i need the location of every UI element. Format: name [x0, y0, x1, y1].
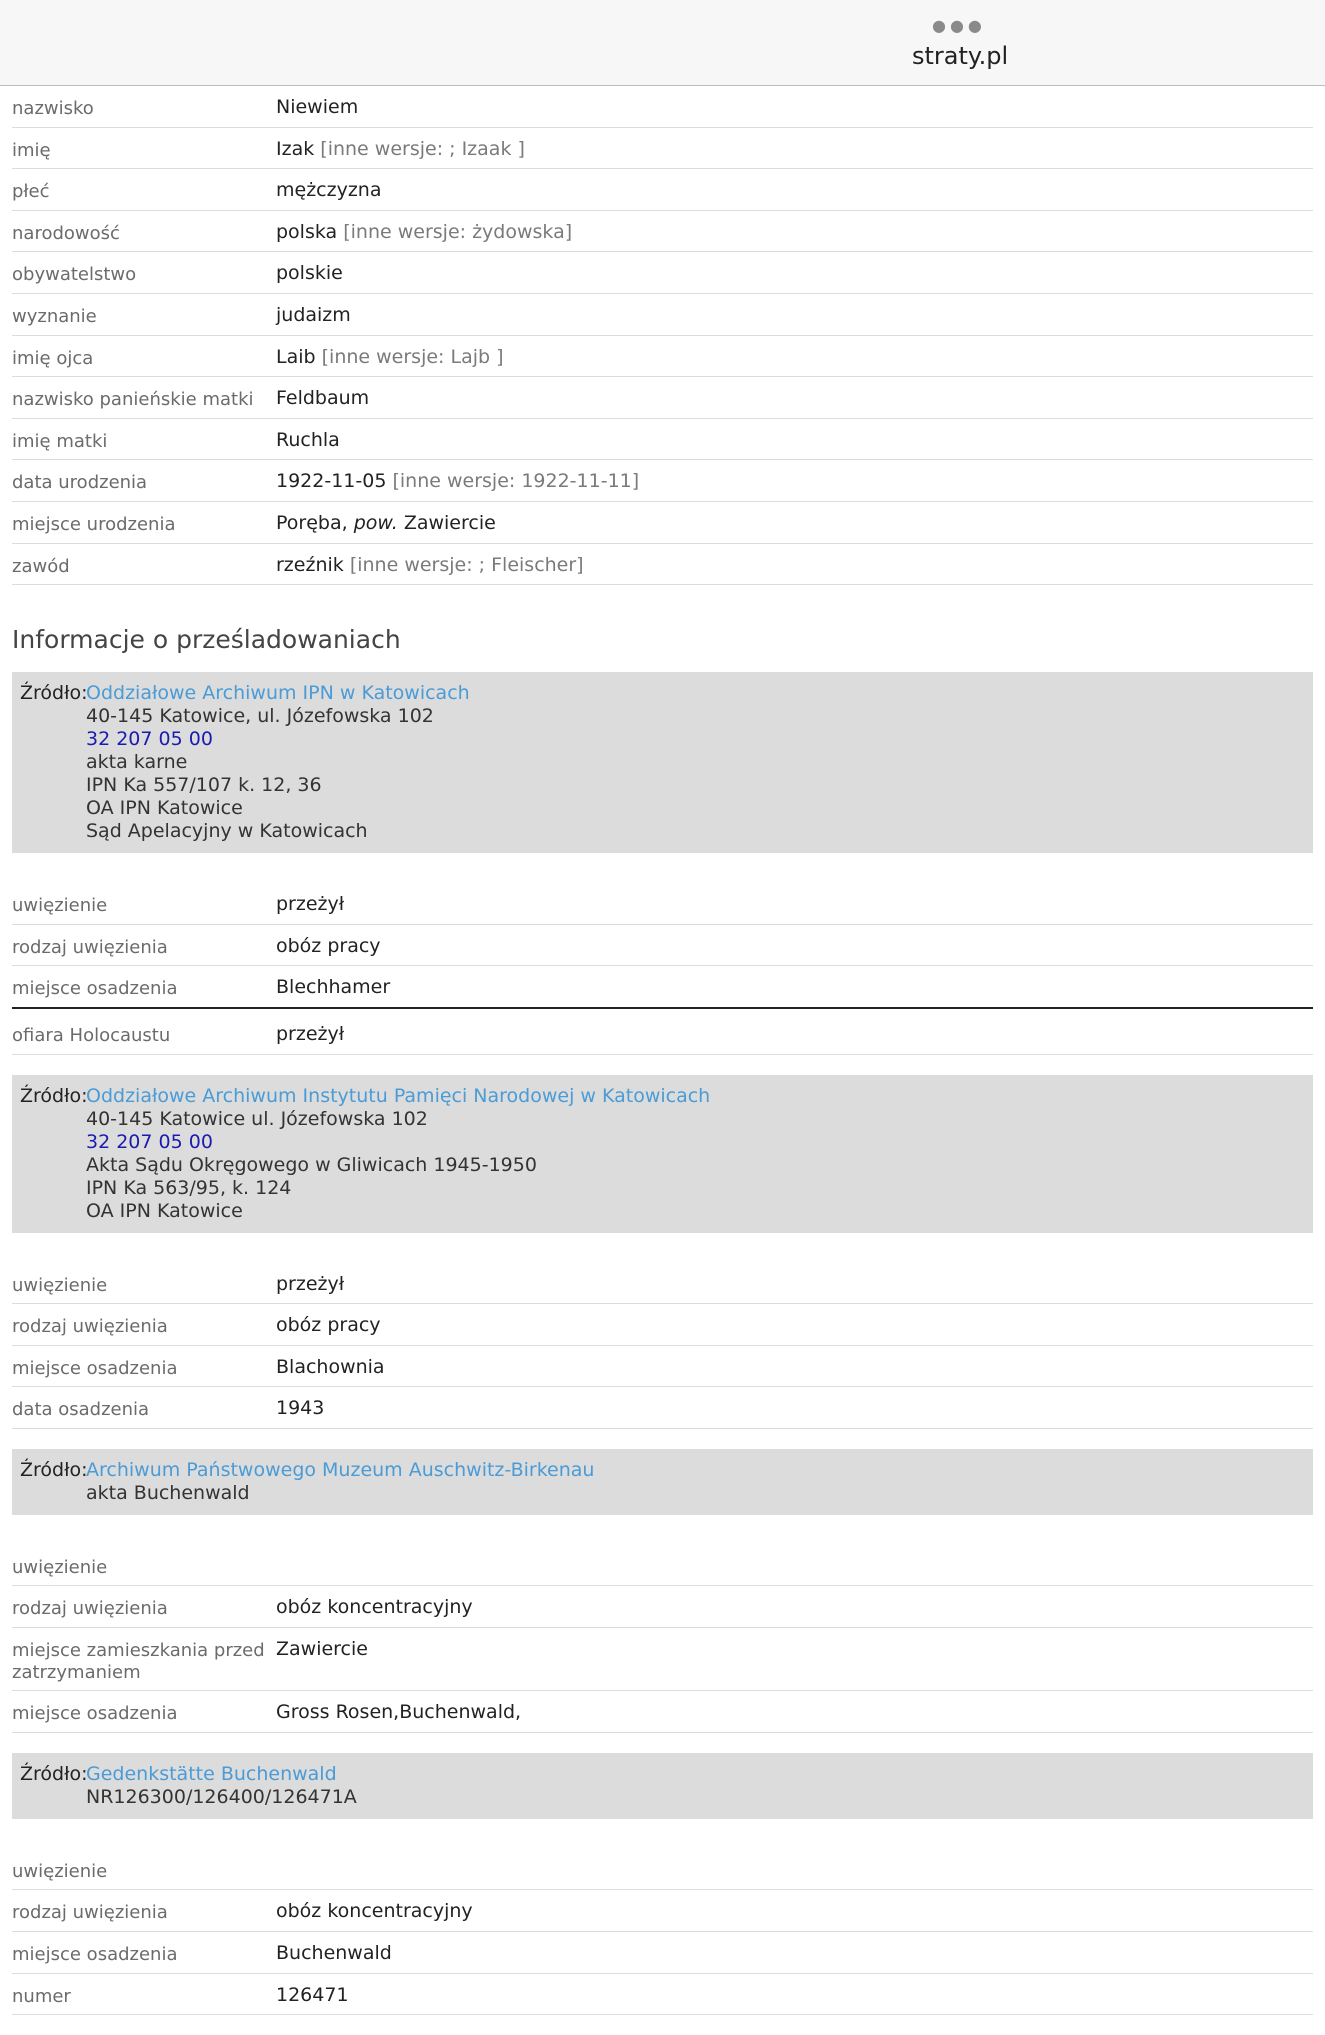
- detail-main-value: rzeźnik: [276, 553, 344, 576]
- persecution-label: ofiara Holocaustu: [12, 1024, 171, 1046]
- source-link[interactable]: Archiwum Państwowego Muzeum Auschwitz-Birkenau: [86, 1458, 595, 1481]
- detail-main-value: polskie: [276, 262, 343, 285]
- detail-value: [276, 512, 496, 536]
- detail-label: nazwisko: [12, 98, 94, 119]
- detail-label: miejsce urodzenia: [12, 513, 176, 535]
- section-spacer: [12, 1429, 1313, 1449]
- persecution-row: [12, 1387, 1313, 1429]
- source-detail-line: IPN Ka 557/107 k. 12, 36: [86, 774, 322, 797]
- persecution-row: [12, 1974, 1313, 2016]
- persecution-row: [12, 1586, 1313, 1628]
- source-link[interactable]: Oddziałowe Archiwum IPN w Katowicach: [86, 682, 470, 705]
- detail-row: [12, 336, 1313, 378]
- detail-alt-versions: [inne wersje: Lajb ]: [321, 345, 504, 368]
- persecution-value: Zawiercie: [276, 1638, 368, 1661]
- detail-row: [12, 502, 1313, 544]
- source-label: Źródło:: [20, 1084, 88, 1107]
- source-box: [12, 1753, 1313, 1819]
- detail-value: [276, 138, 525, 162]
- source-detail-line: Akta Sądu Okręgowego w Gliwicach 1945-1950: [86, 1153, 537, 1176]
- persecution-row: [12, 883, 1313, 925]
- detail-label: wyznanie: [12, 305, 97, 327]
- detail-row: [12, 86, 1313, 128]
- detail-row: [12, 169, 1313, 211]
- detail-value: [276, 262, 343, 286]
- persecution-row: [12, 1890, 1313, 1932]
- persecution-value: obóz koncentracyjny: [276, 1596, 473, 1619]
- detail-main-value: Izak: [276, 137, 315, 160]
- persecution-value: przeżył: [276, 1272, 345, 1295]
- source-label: Źródło:: [20, 1458, 88, 1481]
- persecution-value: 1943: [276, 1397, 325, 1420]
- persecution-value: Buchenwald: [276, 1942, 392, 1965]
- source-detail-line: OA IPN Katowice: [86, 1199, 243, 1222]
- source-header: [20, 1763, 1305, 1786]
- detail-row: [12, 128, 1313, 170]
- persecution-row: [12, 1849, 1313, 1891]
- section-spacer: [12, 2015, 1313, 2035]
- persecution-row: [12, 1263, 1313, 1305]
- detail-label: imię matki: [12, 430, 108, 452]
- source-link[interactable]: Oddziałowe Archiwum Instytutu Pamięci Narodowej w Katowicach: [86, 1084, 711, 1107]
- detail-value: [276, 304, 351, 328]
- persecution-label: miejsce zamieszkania przed zatrzymaniem: [12, 1640, 265, 1683]
- detail-main-value: polska: [276, 220, 338, 243]
- source-phone-link[interactable]: 32 207 05 00: [86, 728, 213, 751]
- detail-label: płeć: [12, 181, 50, 203]
- persecution-row: [12, 1628, 1313, 1691]
- ellipsis-icon[interactable]: ●●●: [932, 16, 986, 35]
- source-detail-line: IPN Ka 563/95, k. 124: [86, 1176, 292, 1199]
- person-details: [12, 86, 1313, 585]
- detail-value: [276, 179, 382, 203]
- persecution-label: miejsce osadzenia: [12, 1703, 178, 1725]
- detail-label: zawód: [12, 555, 70, 577]
- persecution-label: data osadzenia: [12, 1399, 150, 1421]
- detail-row: [12, 377, 1313, 419]
- persecution-label: miejsce osadzenia: [12, 1357, 178, 1379]
- detail-main-value: 1922-11-05: [276, 470, 387, 493]
- detail-row: [12, 294, 1313, 336]
- persecution-label: uwięzienie: [12, 1274, 108, 1296]
- persecution-value: 126471: [276, 1983, 349, 2006]
- detail-main-value: Niewiem: [276, 96, 359, 118]
- persecution-value: Gross Rosen,Buchenwald,: [276, 1701, 522, 1724]
- detail-label: nazwisko panieńskie matki: [12, 389, 254, 411]
- site-address[interactable]: straty.pl: [912, 42, 1009, 70]
- detail-main-value: Poręba,: [276, 511, 348, 534]
- detail-alt-versions: [inne wersje: żydowska]: [343, 220, 573, 243]
- source-box: [12, 1075, 1313, 1233]
- persecution-row: [12, 1346, 1313, 1388]
- source-header: [20, 682, 1305, 705]
- browser-top-bar: [0, 0, 1325, 86]
- detail-row: [12, 544, 1313, 586]
- persecution-value: obóz koncentracyjny: [276, 1900, 473, 1923]
- detail-main-value: Ruchla: [276, 428, 340, 451]
- detail-value: [276, 387, 369, 411]
- source-header: [20, 1459, 1305, 1482]
- persecution-label: rodzaj uwięzienia: [12, 1316, 168, 1338]
- content: [0, 86, 1325, 2035]
- persecution-row: [12, 1304, 1313, 1346]
- persecution-row: [12, 1932, 1313, 1974]
- persecution-label: uwięzienie: [12, 895, 108, 917]
- detail-value-end: Zawiercie: [403, 511, 496, 534]
- detail-value: [276, 221, 572, 245]
- persecution-value: obóz pracy: [276, 934, 381, 957]
- persecution-label: rodzaj uwięzienia: [12, 936, 168, 958]
- source-link[interactable]: Gedenkstätte Buchenwald: [86, 1762, 337, 1785]
- detail-label: obywatelstwo: [12, 264, 137, 286]
- persecution-label: miejsce osadzenia: [12, 978, 178, 1000]
- detail-alt-versions: [inne wersje: 1922-11-11]: [392, 470, 640, 493]
- source-detail-line: NR126300/126400/126471A: [86, 1785, 357, 1808]
- source-detail-line: 40-145 Katowice ul. Józefowska 102: [86, 1107, 428, 1130]
- detail-row: [12, 252, 1313, 294]
- persecution-value: obóz pracy: [276, 1314, 381, 1337]
- detail-alt-versions: [inne wersje: ; Fleischer]: [349, 553, 584, 576]
- source-detail-line: OA IPN Katowice: [86, 797, 243, 820]
- source-detail-line: 40-145 Katowice, ul. Józefowska 102: [86, 705, 434, 728]
- persecution-row: [12, 1691, 1313, 1733]
- persecution-section-title: Informacje o prześladowaniach: [12, 625, 401, 655]
- persecution-label: rodzaj uwięzienia: [12, 1598, 168, 1620]
- persecution-row: [12, 925, 1313, 967]
- source-detail-line: akta Buchenwald: [86, 1481, 250, 1504]
- persecution-label: uwięzienie: [12, 1556, 108, 1578]
- holocaust-victim-row: [12, 1013, 1313, 1055]
- detail-label: data urodzenia: [12, 472, 148, 494]
- detail-main-value: judaizm: [276, 303, 351, 326]
- section-spacer: [12, 1055, 1313, 1075]
- detail-row: [12, 211, 1313, 253]
- detail-value: [276, 346, 504, 370]
- persecution-label: rodzaj uwięzienia: [12, 1902, 168, 1924]
- detail-value: [276, 554, 584, 578]
- source-detail-line: akta karne: [86, 751, 188, 774]
- persecution-label: uwięzienie: [12, 1860, 108, 1882]
- source-phone-link[interactable]: 32 207 05 00: [86, 1130, 213, 1153]
- persecution-value: przeżył: [276, 1022, 345, 1045]
- detail-label: narodowość: [12, 222, 120, 244]
- persecution-row: [12, 966, 1313, 1009]
- detail-row: [12, 460, 1313, 502]
- source-detail-line: Sąd Apelacyjny w Katowicach: [86, 820, 368, 843]
- detail-alt-versions: [inne wersje: ; Izaak ]: [320, 137, 525, 160]
- source-box: [12, 1449, 1313, 1515]
- detail-row: [12, 419, 1313, 461]
- persecution-sources: [12, 672, 1313, 2035]
- detail-value: [276, 96, 358, 120]
- persecution-label: numer: [12, 1985, 71, 2007]
- detail-label: imię ojca: [12, 347, 94, 369]
- section-spacer: [12, 1733, 1313, 1753]
- detail-main-value: Feldbaum: [276, 387, 370, 410]
- persecution-value: Blechhamer: [276, 976, 391, 999]
- detail-value: [276, 429, 340, 453]
- detail-abbrev: pow.: [353, 511, 398, 534]
- source-header: [20, 1085, 1305, 1108]
- detail-label: imię: [12, 139, 51, 161]
- detail-main-value: Laib: [276, 345, 316, 368]
- source-label: Źródło:: [20, 682, 88, 705]
- persecution-row: [12, 1545, 1313, 1587]
- persecution-label: miejsce osadzenia: [12, 1944, 178, 1966]
- persecution-value: Blachownia: [276, 1355, 385, 1378]
- source-box: [12, 672, 1313, 853]
- detail-main-value: mężczyzna: [276, 179, 382, 202]
- detail-value: [276, 470, 639, 494]
- persecution-value: przeżył: [276, 893, 345, 916]
- source-label: Źródło:: [20, 1762, 88, 1785]
